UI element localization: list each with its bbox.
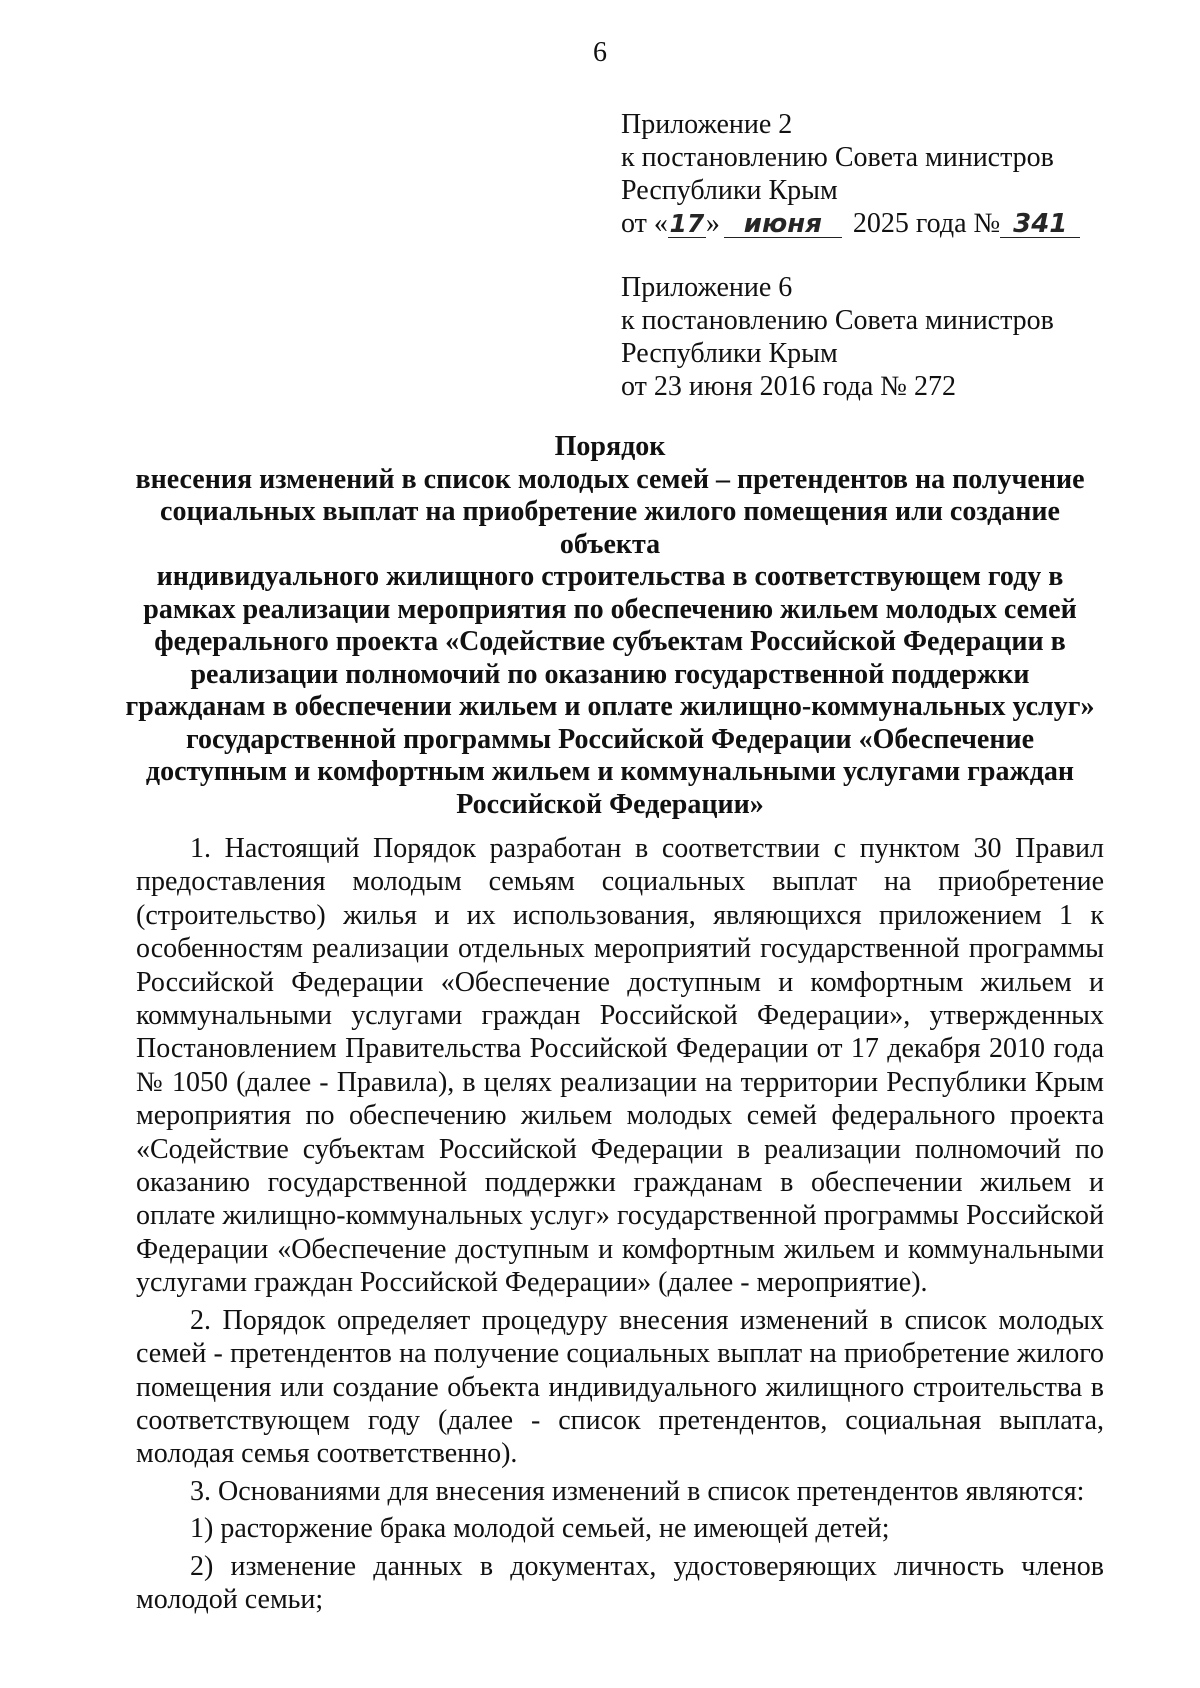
document-title [120,431,1100,821]
appendix-new-republic: Республики Крым [621,175,838,206]
document-body [136,832,1104,1620]
appendix-new-resolution: к постановлению Совета министров [621,142,1054,173]
paragraph-3: 3. Основаниями для внесения изменений в список претендентов являются: [190,1475,1085,1507]
title-heading: Порядок [554,431,666,462]
title-subtitle-line: внесения изменений в список молодых семей – претендентов на получение [135,463,1085,495]
date-prefix: от « [621,208,668,239]
title-subtitle-line: гражданам в обеспечении жильем и оплате жилищно-коммунальных услуг» [125,691,1095,722]
title-subtitle-line: индивидуального жилищного строительства в соответствующем году в [156,561,1064,592]
appendix-old-republic: Республики Крым [621,338,838,369]
appendix-new-title: Приложение 2 [621,109,793,140]
paragraph-3-item-2: 2) изменение данных в документах, удостоверяющих личность членов молодой семьи; [136,1550,1104,1615]
title-subtitle-line: государственной программы Российской Федерации «Обеспечение [185,723,1035,755]
year-text: 2025 года № [852,208,1001,239]
appendix-old-date: от 23 июня 2016 года № 272 [621,371,957,402]
handwritten-day: 17 [669,209,705,238]
handwritten-number: 341 [1000,211,1080,238]
paragraph-1: 1. Настоящий Порядок разработан в соответствии с пунктом 30 Правил предоставления молодым семьям социальных выплат на приобретение (строительство) жилья и их использования, являющихся приложением 1 к особенностям реализации отдельных мероприятий государственной программы Российской Федерации «Обеспечение доступным и комфортным жильем и коммунальными услугами граждан Российской Федерации», утвержденных Постановлением Правительства Российской Федерации от 17 декабря 2010 года № 1050 (далее - Правила), в целях реализации на территории Республики Крым мероприятия по обеспечению жильем молодых семей федерального проекта «Содействие субъектам Российской Федерации в реализации полномочий по оказанию государственной поддержки гражданам в обеспечении жильем и оплате жилищно-коммунальных услуг» государственной программы Российской Федерации «Обеспечение доступным и комфортным жильем и коммунальными услугами граждан Российской Федерации» (далее - мероприятие). [136,833,1104,1299]
appendix-old-block [621,271,1121,403]
title-subtitle-line: реализации полномочий по оказанию государственной поддержки [190,658,1030,690]
title-subtitle-line: доступным и комфортным жильем и коммунальными услугами граждан [145,756,1075,787]
appendix-old-title: Приложение 6 [621,272,793,303]
appendix-new-date-line [621,207,1121,240]
title-subtitle-line: рамках реализации мероприятия по обеспечению жильем молодых семей [143,593,1077,625]
appendix-new-block [621,108,1121,240]
title-subtitle-line: Российской Федерации» [456,788,764,820]
paragraph-3-item-1: 1) расторжение брака молодой семьей, не имеющей детей; [190,1513,890,1545]
date-mid: » [705,208,720,239]
page-number: 6 [593,37,607,68]
handwritten-month: июня [724,211,842,238]
appendix-old-resolution: к постановлению Совета министров [621,305,1054,336]
paragraph-2: 2. Порядок определяет процедуру внесения изменений в список молодых семей - претендентов на получение социальных выплат на приобретение жилого помещения или создание объекта индивидуального жилищного строительства в соответствующем году (далее - список претендентов, социальная выплата, молодая семья соответственно). [136,1304,1104,1470]
title-subtitle-line: социальных выплат на приобретение жилого помещения или создание объекта [160,496,1060,560]
title-subtitle-line: федерального проекта «Содействие субъектам Российской Федерации в [154,626,1066,657]
